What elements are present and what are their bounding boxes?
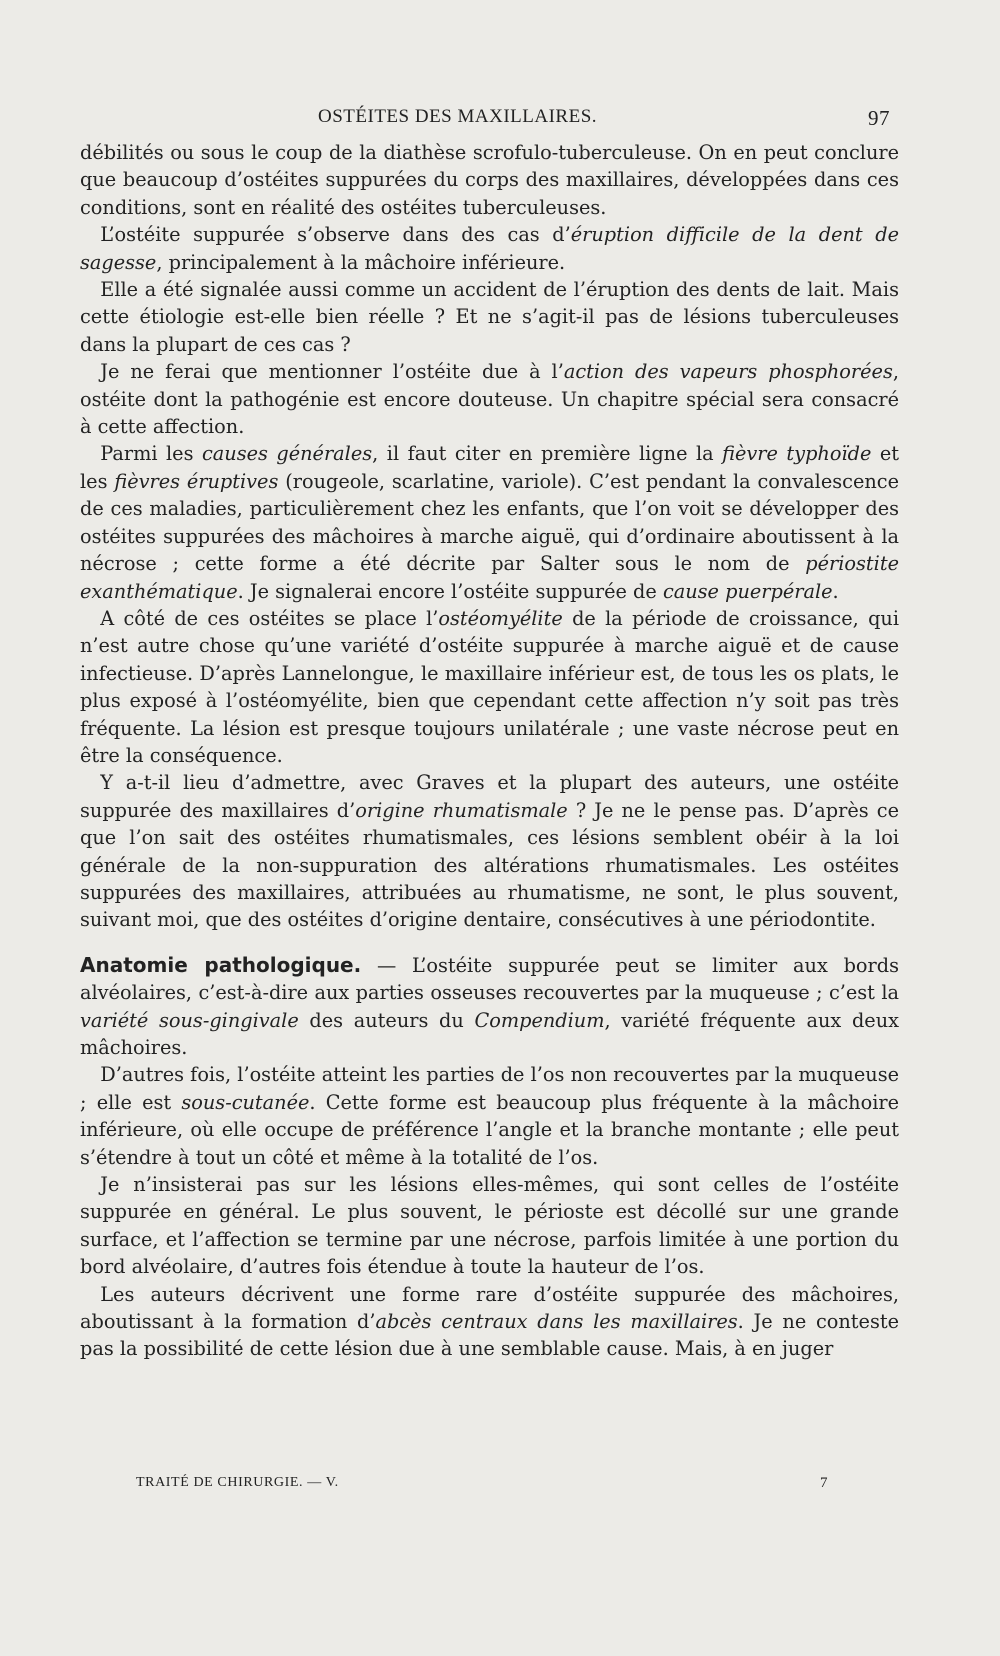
italic-term: action des vapeurs phosphorées [563,360,893,384]
running-title: OSTÉITES DES MAXILLAIRES. [318,106,598,127]
paragraph-2 [80,221,899,276]
italic-term: fièvres éruptives [114,469,279,493]
italic-term: ostéomyélite [438,606,563,630]
paragraph-text: des auteurs du [298,1008,475,1032]
italic-term: cause puerpérale [662,579,833,603]
paragraph-text: Y a-t-il lieu d’admettre, avec Graves et la plupart des auteurs, une ostéite suppurée des maxillaires d’ [80,771,899,822]
page-body [80,139,899,1363]
paragraph-text: , ostéite dont la pathogénie est encore douteuse. Un chapitre spécial sera consacré à cette affection. [80,360,899,439]
page-number: 97 [868,106,890,130]
paragraph-text: . Je ne conteste pas la possibilité de cette lésion due à une semblable cause. Mais, à en juger [80,1310,899,1361]
signature-mark: 7 [820,1475,829,1491]
italic-term: abcès centraux dans les maxillaires [375,1310,738,1334]
italic-term: Compendium [474,1008,605,1032]
paragraph-text: , il faut citer en première ligne la [372,442,723,466]
running-header [90,106,890,132]
paragraph-6 [80,605,899,769]
paragraph-text: , principalement à la mâchoire inférieure. [156,250,566,274]
paragraph-text: — L’ostéite suppurée peut se limiter aux bords alvéolaires, c’est-à-dire aux parties osseuses recouvertes par la muqueuse ; c’est la [80,953,899,1005]
paragraph-text: . [832,579,839,603]
italic-term: variété sous-gingivale [80,1008,299,1032]
paragraph-7 [80,769,899,933]
paragraph-text: Je n’insisterai pas sur les lésions elles-mêmes, qui sont celles de l’ostéite suppurée en général. Le plus souvent, le périoste est décollé sur une grande surface, et l’affection se termine par une nécrose, parfois limitée à une portion du bord alvéolaire, d’autres fois étendue à toute la hauteur de l’os. [80,1173,899,1279]
paragraph-text: L’ostéite suppurée s’observe dans des cas d’ [100,223,571,247]
paragraph-5 [80,440,899,604]
paragraph-text: Parmi les [100,442,202,466]
paragraph-4 [80,358,899,440]
paragraph-text: débilités ou sous le coup de la diathèse scrofulo-tuberculeuse. On en peut conclure que beaucoup d’ostéites suppurées du corps des maxillaires, développées dans ces conditions, sont en réalité des ostéites tuberculeuses. [80,141,899,219]
paragraph-text: . Cette forme est beaucoup plus fréquente à la mâchoire inférieure, où elle occupe de préférence l’angle et la branche montante ; elle peut s’étendre à tout un côté et même à la totalité de l’os. [80,1090,900,1169]
paragraph-text: . Je signalerai encore l’ostéite suppurée de [237,579,663,603]
paragraph-text: D’autres fois, l’ostéite atteint les parties de l’os non recouvertes par la muqueuse ; elle est [80,1063,899,1114]
section-heading: Anatomie pathologique. [80,952,362,977]
paragraph-text: Elle a été signalée aussi comme un accident de l’éruption des dents de lait. Mais cette étiologie est-elle bien réelle ? Et ne s’agit-il pas de lésions tuberculeuses dans la plupart de ces cas ? [80,278,899,356]
italic-term: sous-cutanée [181,1090,310,1114]
paragraph-text: de la période de croissance, qui n’est autre chose qu’une variété d’ostéite suppurée à marche aiguë et de cause infectieuse. D’après Lannelongue, le maxillaire inférieur est, de tous les os plats, le plus exposé à l’ostéomyélite, bien que cependant cette affection n’y soit pas très fréquente. La lésion est presque toujours unilatérale ; une vaste nécrose peut en être la conséquence. [80,606,899,767]
page-footer [136,1475,836,1497]
paragraph-text: ? Je ne le pense pas. D’après ce que l’on sait des ostéites rhumatismales, ces lésions semblent obéir à la loi générale de la non-suppuration des altérations rhumatismales. Les ostéites suppurées des maxillaires, attribuées au rhumatisme, ne sont, le plus souvent, suivant moi, que des ostéites d’origine dentaire, consécutives à une périodontite. [80,798,899,932]
italic-term: fièvre typhoïde [722,442,872,466]
paragraph-1 [80,139,899,221]
paragraph-text: et les [80,442,900,493]
paragraph-8 [80,952,899,1062]
paragraph-10 [80,1171,899,1281]
italic-term: origine rhumatismale [355,798,568,822]
paragraph-11 [80,1281,899,1363]
italic-term: éruption difficile de la dent de sagesse [80,223,899,274]
paragraph-text: A côté de ces ostéites se place l’ [100,606,439,630]
paragraph-text: Je ne ferai que mentionner l’ostéite due à l’ [100,360,564,384]
volume-line: TRAITÉ DE CHIRURGIE. — V. [136,1475,339,1490]
paragraph-text: Les auteurs décrivent une forme rare d’ostéite suppurée des mâchoires, aboutissant à la formation d’ [80,1282,899,1334]
italic-term: causes générales [201,442,373,466]
paragraph-9 [80,1061,899,1171]
paragraph-text: , variété fréquente aux deux mâchoires. [80,1008,899,1059]
paragraph-text: (rougeole, scarlatine, variole). C’est pendant la convalescence de ces maladies, particulièrement chez les enfants, que l’on voit se développer des ostéites suppurées des mâchoires à marche aiguë, qui d’ordinaire aboutissent à la nécrose ; cette forme a été décrite par Salter sous le nom de [80,469,899,576]
italic-term: périostite exanthématique [80,552,899,603]
paragraph-3 [80,276,899,358]
